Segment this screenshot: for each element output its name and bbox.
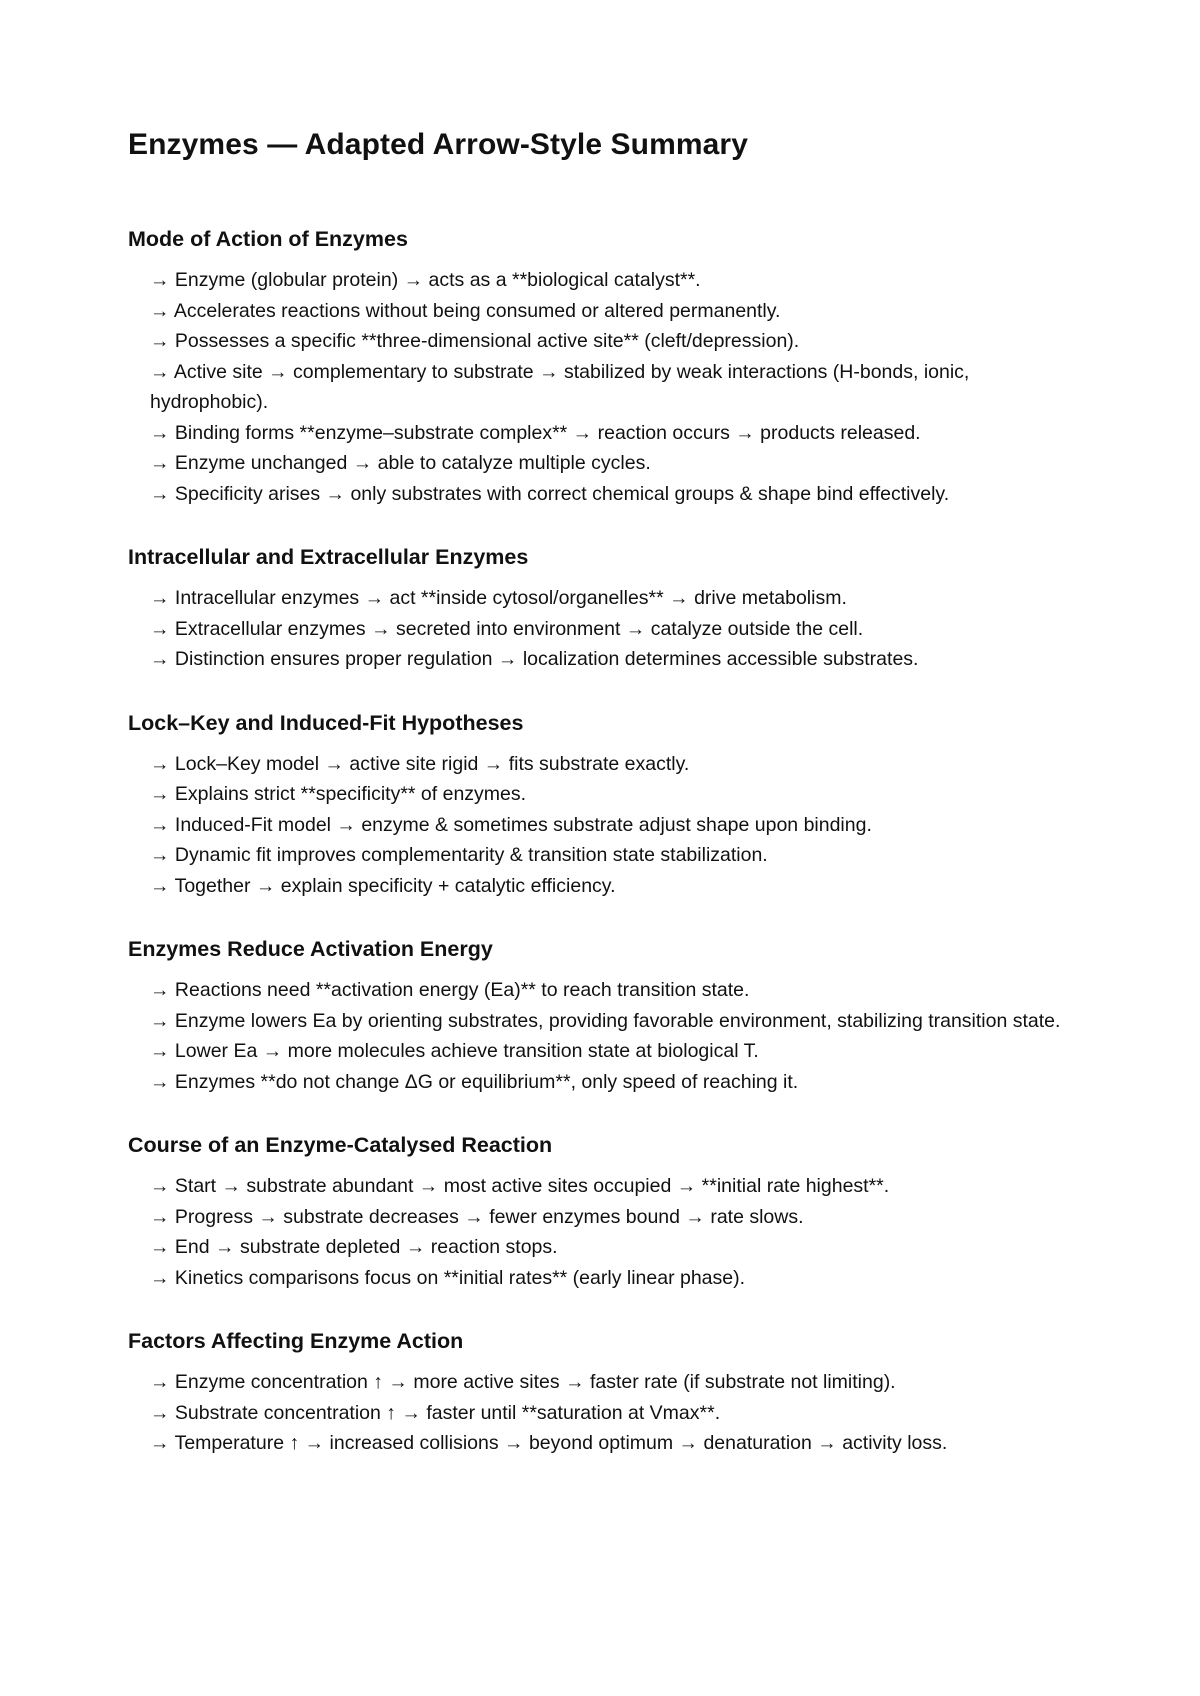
list-item: → Enzyme (globular protein) → acts as a **biological catalyst**. — [150, 269, 701, 291]
list-item: → Active site → complementary to substrate → stabilized by weak interactions (H-bonds, ionic, hydrophobic). — [150, 360, 970, 413]
list-item: → Together → explain specificity + catalytic efficiency. — [150, 874, 616, 897]
bullet-list — [128, 749, 1088, 902]
bullet-list — [128, 1367, 1088, 1459]
bullet-list — [128, 583, 1088, 675]
bullet-list — [128, 975, 1088, 1097]
list-item: → Temperature ↑ → increased collisions → beyond optimum → denaturation → activity loss. — [150, 1432, 948, 1454]
section-lock-key-induced-fit — [128, 708, 1088, 902]
section-heading: Enzymes Reduce Activation Energy — [128, 937, 493, 961]
list-item: → Binding forms **enzyme–substrate complex** → reaction occurs → products released. — [150, 421, 921, 444]
list-item: → Possesses a specific **three-dimensional active site** (cleft/depression). — [150, 330, 800, 352]
list-item: → Induced-Fit model → enzyme & sometimes substrate adjust shape upon binding. — [150, 813, 872, 836]
list-item: → Start → substrate abundant → most active sites occupied → **initial rate highest**. — [150, 1175, 890, 1197]
list-item: → Lock–Key model → active site rigid → fits substrate exactly. — [150, 752, 690, 775]
list-item: → Kinetics comparisons focus on **initial rates** (early linear phase). — [150, 1266, 746, 1289]
list-item: → Distinction ensures proper regulation → localization determines accessible substrates. — [150, 648, 919, 670]
list-item: → Enzymes **do not change ΔG or equilibrium**, only speed of reaching it. — [150, 1070, 799, 1093]
list-item: → Enzyme concentration ↑ → more active sites → faster rate (if substrate not limiting). — [150, 1371, 896, 1393]
section-heading: Lock–Key and Induced-Fit Hypotheses — [128, 710, 524, 735]
list-item: → Substrate concentration ↑ → faster until **saturation at Vmax**. — [150, 1401, 721, 1424]
section-activation-energy — [128, 934, 1088, 1097]
bullet-list — [128, 1171, 1088, 1293]
section-mode-of-action — [128, 224, 1088, 509]
list-item: → Extracellular enzymes → secreted into environment → catalyze outside the cell. — [150, 617, 864, 640]
section-heading: Factors Affecting Enzyme Action — [128, 1329, 464, 1353]
document-page — [128, 126, 1088, 1492]
list-item: → Accelerates reactions without being consumed or altered permanently. — [150, 299, 781, 322]
section-intra-extracellular — [128, 542, 1088, 675]
list-item: → Progress → substrate decreases → fewer enzymes bound → rate slows. — [150, 1205, 804, 1228]
section-factors — [128, 1326, 1088, 1459]
list-item: → Specificity arises → only substrates with correct chemical groups & shape bind effectively. — [150, 482, 950, 505]
list-item: → Lower Ea → more molecules achieve transition state at biological T. — [150, 1040, 759, 1062]
list-item: → Explains strict **specificity** of enzymes. — [150, 783, 527, 805]
list-item: → Enzyme lowers Ea by orienting substrates, providing favorable environment, stabilizing transition state. — [150, 1009, 1061, 1032]
section-heading: Mode of Action of Enzymes — [128, 227, 408, 251]
list-item: → Intracellular enzymes → act **inside cytosol/organelles** → drive metabolism. — [150, 587, 847, 609]
list-item: → Enzyme unchanged → able to catalyze multiple cycles. — [150, 452, 651, 474]
list-item: → Dynamic fit improves complementarity & transition state stabilization. — [150, 844, 768, 866]
section-heading: Course of an Enzyme-Catalysed Reaction — [128, 1133, 553, 1157]
bullet-list — [128, 265, 1088, 509]
section-heading: Intracellular and Extracellular Enzymes — [128, 545, 529, 569]
list-item: → End → substrate depleted → reaction stops. — [150, 1236, 558, 1258]
section-course-of-reaction — [128, 1130, 1088, 1293]
page-title: Enzymes — Adapted Arrow-Style Summary — [128, 128, 748, 161]
list-item: → Reactions need **activation energy (Ea)** to reach transition state. — [150, 979, 750, 1001]
